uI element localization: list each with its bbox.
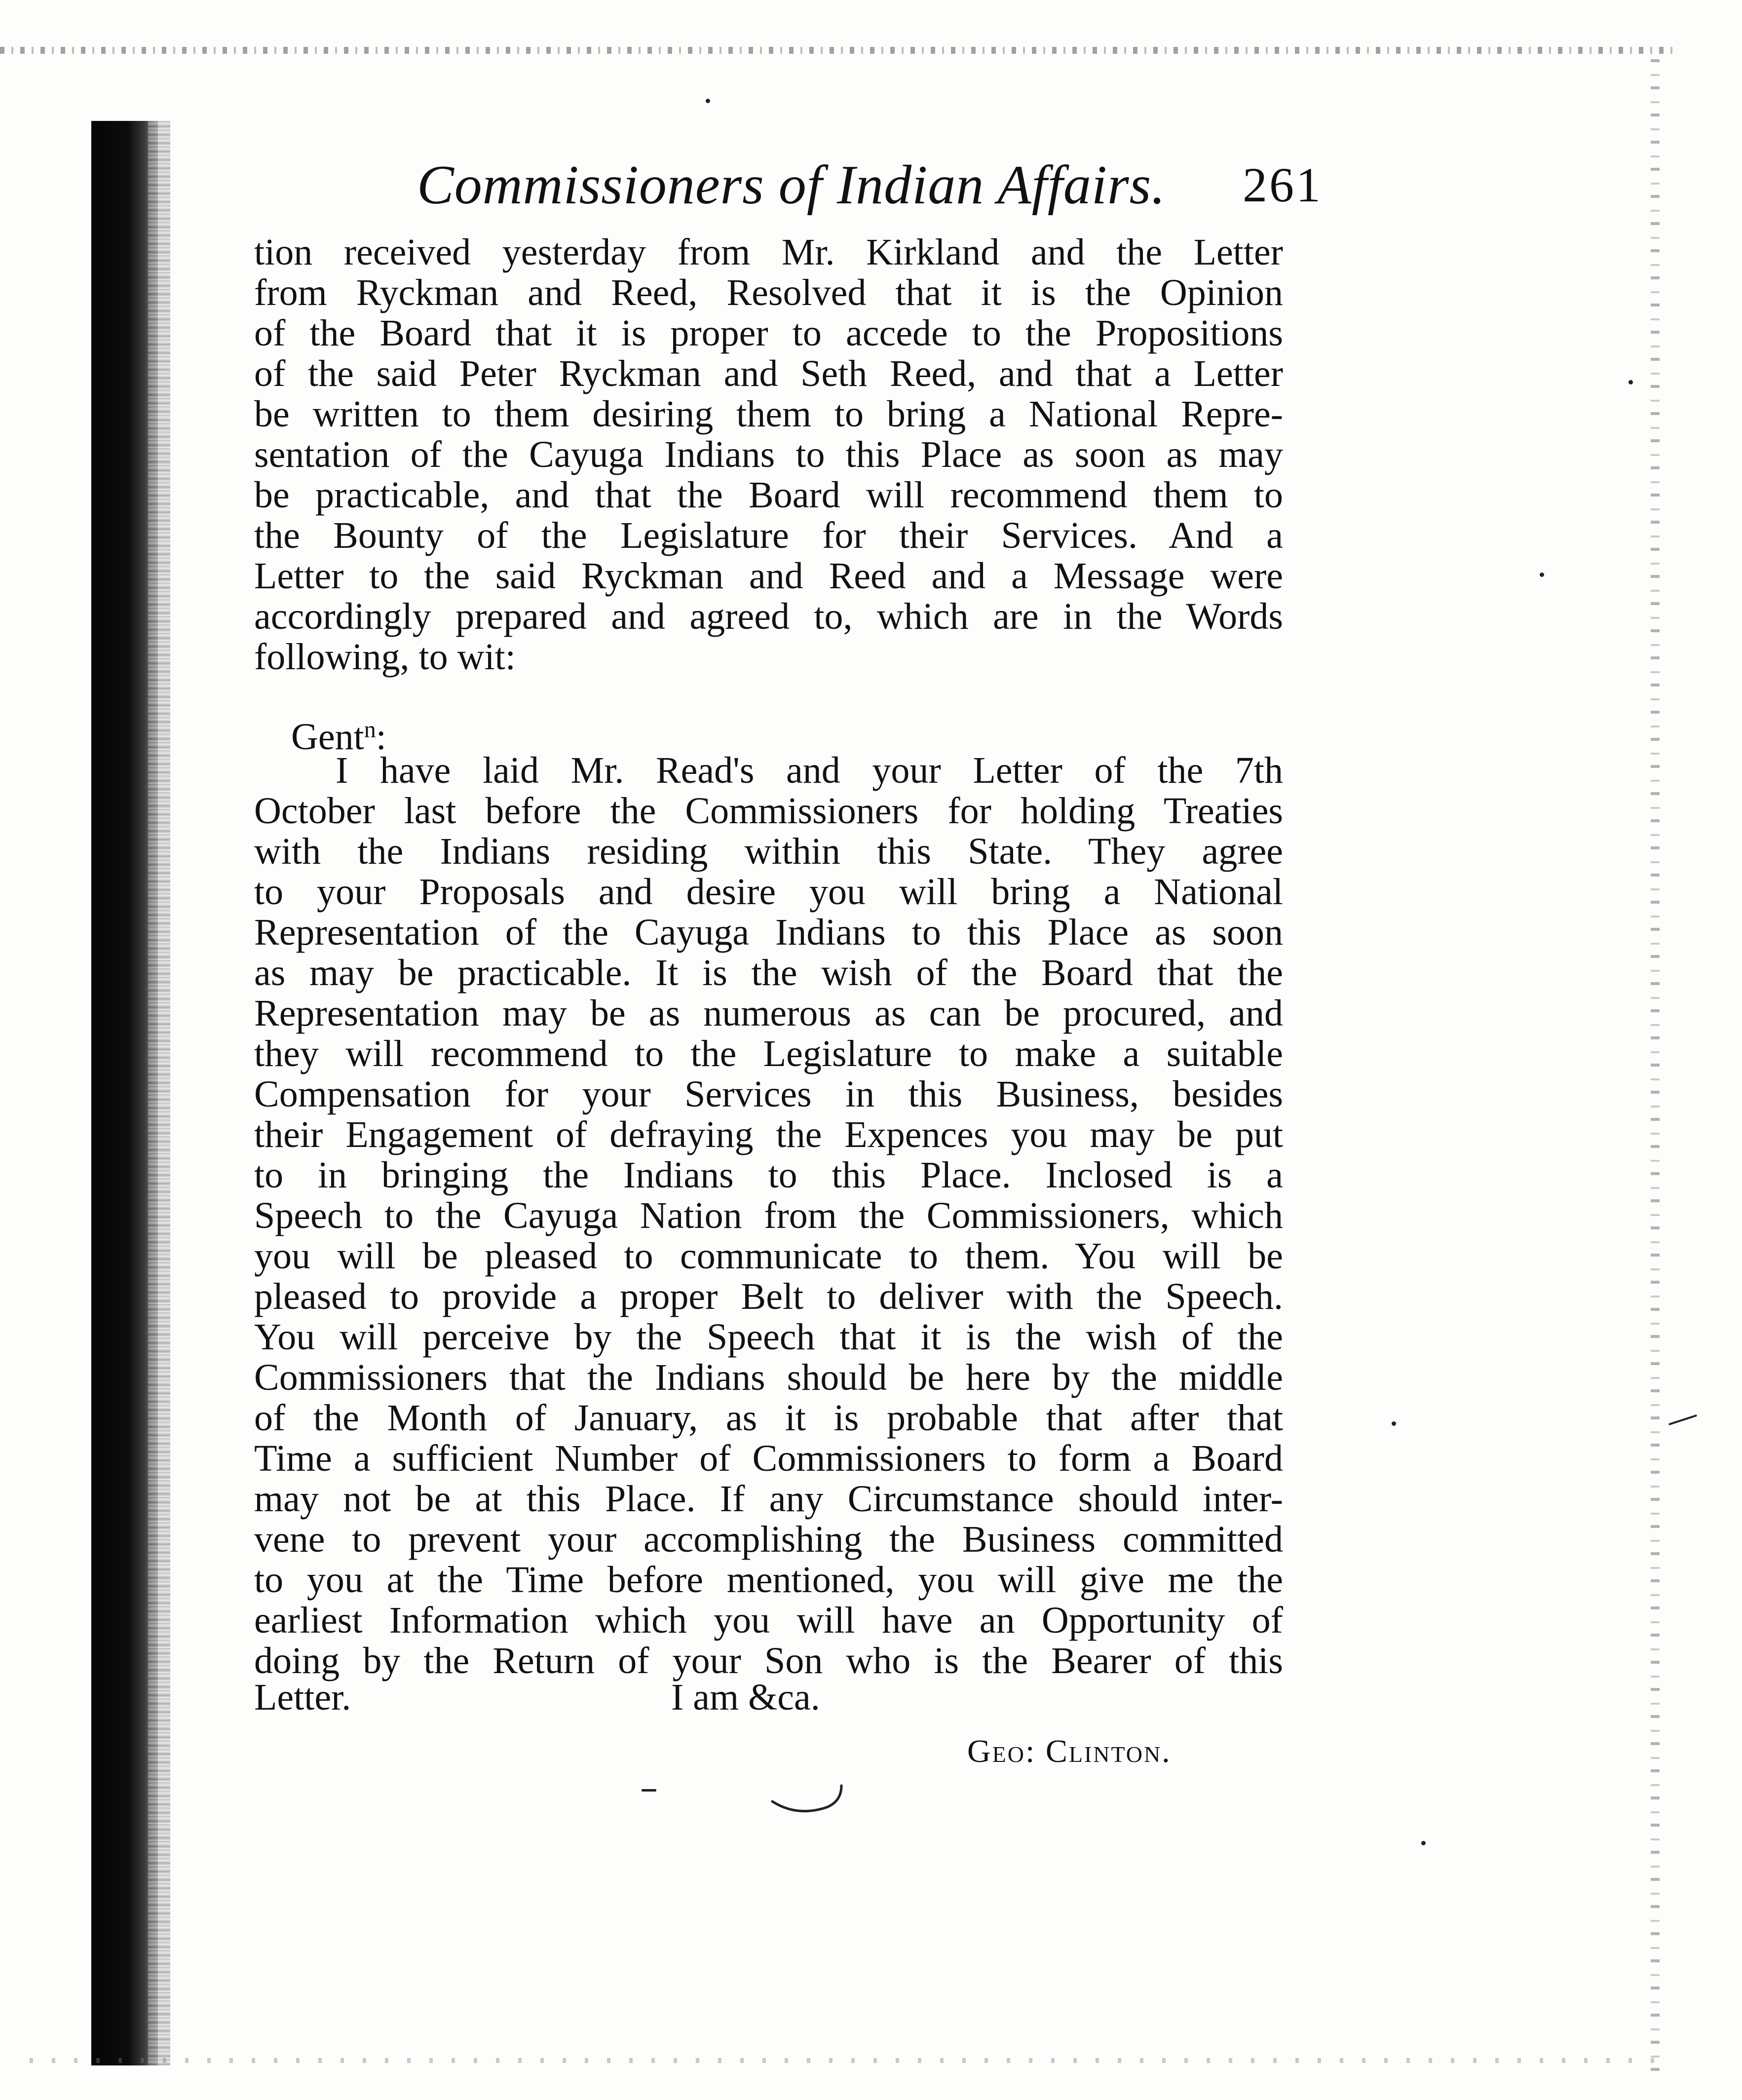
letter-line: Time a sufficient Number of Commissioners to form a Board — [254, 1438, 1283, 1479]
scan-speck — [642, 1789, 656, 1792]
letter-closing-word: Letter. — [254, 1677, 351, 1718]
letter-line: October last before the Commissioners for holding Treaties — [254, 790, 1283, 832]
scan-speck — [1668, 1414, 1697, 1425]
printer-flourish-mark — [767, 1782, 851, 1816]
text-line: from Ryckman and Reed, Resolved that it is the Opinion — [254, 272, 1283, 313]
salutation-colon: : — [376, 716, 386, 758]
letter-line: Speech to the Cayuga Nation from the Commissioners, which — [254, 1195, 1283, 1236]
letter-line: they will recommend to the Legislature to make a suitable — [254, 1033, 1283, 1074]
letter-line: their Engagement of defraying the Expences you may be put — [254, 1114, 1283, 1155]
scan-speck — [1421, 1841, 1426, 1845]
scan-edge-top — [0, 47, 1678, 54]
letter-line: Representation may be as numerous as can be procured, and — [254, 993, 1283, 1034]
scan-speck — [1540, 573, 1544, 577]
letter-line: with the Indians residing within this State. They agree — [254, 831, 1283, 872]
letter-line: vene to prevent your accomplishing the Business committed — [254, 1519, 1283, 1560]
text-line: the Bounty of the Legislature for their Services. And a — [254, 515, 1283, 556]
letter-salutation — [291, 710, 587, 758]
letter-line: doing by the Return of your Son who is the Bearer of this — [254, 1640, 1283, 1681]
letter-line: you will be pleased to communicate to them. You will be — [254, 1235, 1283, 1277]
letter-line: Representation of the Cayuga Indians to this Place as soon — [254, 912, 1283, 953]
binding-shadow — [148, 121, 170, 2065]
running-head: Commissioners of Indian Affairs. — [417, 154, 1166, 216]
scan-speck — [1392, 1421, 1396, 1426]
text-line: Letter to the said Ryckman and Reed and a Message were — [254, 555, 1283, 597]
salutation-text: Gent — [291, 716, 364, 758]
letter-line: pleased to provide a proper Belt to deliver with the Speech. — [254, 1276, 1283, 1317]
text-line: be practicable, and that the Board will recommend them to — [254, 474, 1283, 516]
page-number: 261 — [1243, 157, 1323, 212]
text-line: sentation of the Cayuga Indians to this Place as soon as may — [254, 434, 1283, 475]
letter-line: Commissioners that the Indians should be here by the middle — [254, 1357, 1283, 1398]
letter-line: may not be at this Place. If any Circumstance should inter- — [254, 1478, 1283, 1520]
text-line: be written to them desiring them to bring a National Repre- — [254, 393, 1283, 435]
scan-edge-right — [1651, 59, 1660, 2073]
letter-line: earliest Information which you will have an Opportunity of — [254, 1600, 1283, 1641]
salutation-superscript: n — [364, 717, 376, 743]
text-line: of the Board that it is proper to accede to the Propositions — [254, 312, 1283, 354]
scan-speck — [1628, 380, 1633, 384]
text-line: following, to wit: — [254, 636, 516, 678]
text-line: tion received yesterday from Mr. Kirkland and the Letter — [254, 231, 1283, 273]
letter-line: You will perceive by the Speech that it is the wish of the — [254, 1316, 1283, 1358]
text-line: of the said Peter Ryckman and Seth Reed, and that a Letter — [254, 353, 1283, 394]
letter-signature: Geo: Clinton. — [967, 1733, 1172, 1769]
letter-line: to you at the Time before mentioned, you will give me the — [254, 1559, 1283, 1601]
letter-line: of the Month of January, as it is probable that after that — [254, 1397, 1283, 1439]
letter-line: to your Proposals and desire you will bring a National — [254, 871, 1283, 913]
text-line: accordingly prepared and agreed to, which are in the Words — [254, 596, 1283, 637]
letter-valediction: I am &ca. — [671, 1677, 820, 1718]
letter-line: I have laid Mr. Read's and your Letter of the 7th — [336, 750, 1283, 791]
letter-line: to in bringing the Indians to this Place. Inclosed is a — [254, 1154, 1283, 1196]
letter-line: as may be practicable. It is the wish of the Board that the — [254, 952, 1283, 993]
scan-edge-bottom — [30, 2058, 1658, 2063]
scan-speck — [706, 99, 710, 103]
letter-line: Compensation for your Services in this Business, besides — [254, 1073, 1283, 1115]
